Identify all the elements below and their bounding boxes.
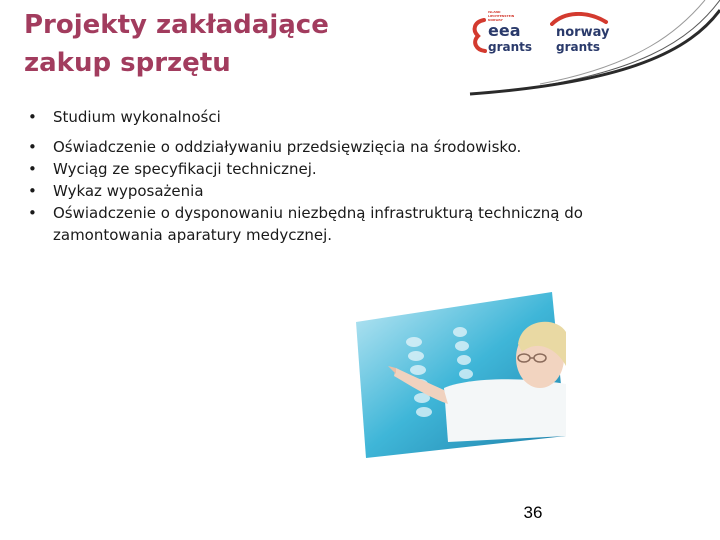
bullet-marker: • — [28, 182, 37, 200]
eea-flag-icon — [470, 16, 490, 56]
eea-grants-logo — [470, 10, 536, 56]
bullet-item — [28, 180, 668, 202]
bullet-text: Wykaz wyposażenia — [53, 182, 204, 200]
bullet-item — [28, 202, 668, 246]
eea-logo-word: eea — [488, 21, 521, 40]
eea-logo-grants: grants — [488, 40, 533, 54]
bullet-item — [28, 106, 668, 128]
bullet-marker: • — [28, 138, 37, 156]
bullet-marker: • — [28, 108, 37, 126]
bullet-marker: • — [28, 204, 37, 222]
bullet-marker: • — [28, 160, 37, 178]
norway-grants-logo — [548, 10, 612, 56]
page-number: 36 — [523, 503, 543, 522]
slide-title — [24, 6, 444, 82]
doctor-xray-photo — [352, 292, 570, 458]
bullet-list — [28, 106, 668, 246]
bullet-text: Oświadczenie o dysponowaniu niezbędną infrastrukturą techniczną do zamontowania aparatury medycznej. — [53, 204, 583, 244]
norway-logo-word: norway — [556, 25, 610, 40]
norway-swoosh-icon — [550, 12, 610, 26]
bullet-item — [28, 158, 668, 180]
bullet-text: Wyciąg ze specyfikacji technicznej. — [53, 160, 317, 178]
bullet-text: Studium wykonalności — [53, 108, 221, 126]
norway-logo-grants: grants — [556, 40, 601, 54]
slide-title-line-2: zakup sprzętu — [24, 48, 231, 78]
eea-logo-small-text: ISLAND LIECHTENSTEIN NORWAY — [488, 10, 515, 22]
slide-title-line-1: Projekty zakładające — [24, 10, 329, 40]
bullet-text: Oświadczenie o oddziaływaniu przedsięwzięcia na środowisko. — [53, 138, 522, 156]
bullet-item — [28, 136, 668, 158]
